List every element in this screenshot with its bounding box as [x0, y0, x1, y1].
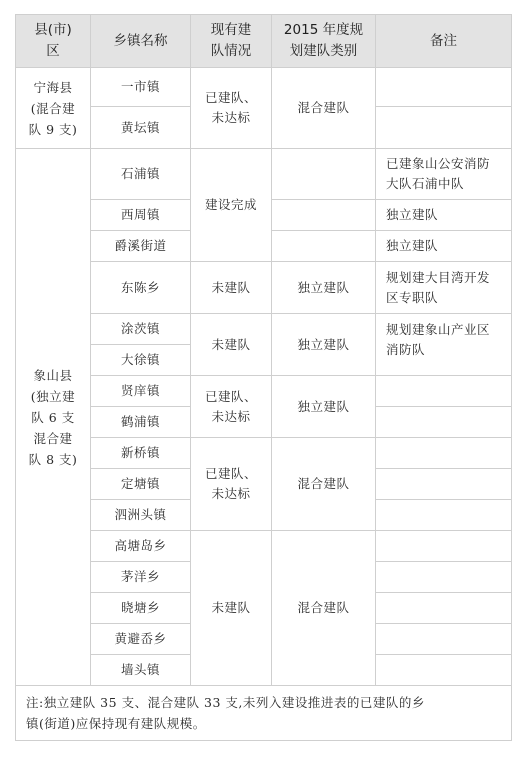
table-row — [16, 376, 512, 407]
note-cell: 独立建队 — [376, 231, 512, 262]
note-cell — [376, 655, 512, 686]
note-cell — [376, 68, 512, 107]
plan-cell: 混合建队 — [272, 438, 376, 531]
town-cell: 石浦镇 — [91, 149, 191, 200]
town-cell: 黄坛镇 — [91, 107, 191, 149]
town-cell: 泗洲头镇 — [91, 500, 191, 531]
plan-cell: 独立建队 — [272, 262, 376, 314]
table-row — [16, 149, 512, 200]
plan-cell: 独立建队 — [272, 376, 376, 438]
footnote-row — [16, 686, 512, 741]
town-cell: 一市镇 — [91, 68, 191, 107]
town-cell: 鹤浦镇 — [91, 407, 191, 438]
note-cell: 规划建大目湾开发 区专职队 — [376, 262, 512, 314]
status-cell: 未建队 — [191, 314, 272, 376]
plan-cell — [272, 200, 376, 231]
table-row — [16, 314, 512, 345]
town-cell: 新桥镇 — [91, 438, 191, 469]
town-cell: 西周镇 — [91, 200, 191, 231]
note-cell: 独立建队 — [376, 200, 512, 231]
town-cell: 高塘岛乡 — [91, 531, 191, 562]
town-cell: 贤庠镇 — [91, 376, 191, 407]
county-ninghai: 宁海县 (混合建 队 9 支) — [16, 68, 91, 149]
plan-cell — [272, 231, 376, 262]
town-cell: 爵溪街道 — [91, 231, 191, 262]
table-row — [16, 438, 512, 469]
note-cell: 已建象山公安消防 大队石浦中队 — [376, 149, 512, 200]
town-cell: 茅洋乡 — [91, 562, 191, 593]
note-cell — [376, 376, 512, 407]
table-row — [16, 68, 512, 107]
planning-table-container — [15, 14, 511, 741]
note-cell — [376, 500, 512, 531]
note-cell — [376, 107, 512, 149]
note-cell — [376, 562, 512, 593]
town-cell: 东陈乡 — [91, 262, 191, 314]
header-row — [16, 15, 512, 68]
status-cell: 已建队、 未达标 — [191, 376, 272, 438]
note-cell — [376, 438, 512, 469]
town-cell: 晓塘乡 — [91, 593, 191, 624]
note-cell — [376, 531, 512, 562]
county-xiangshan: 象山县 (独立建 队 6 支 混合建 队 8 支) — [16, 149, 91, 686]
status-cell: 已建队、 未达标 — [191, 68, 272, 149]
town-cell: 定塘镇 — [91, 469, 191, 500]
status-cell: 建设完成 — [191, 149, 272, 262]
header-status: 现有建 队情况 — [191, 15, 272, 68]
town-cell: 墙头镇 — [91, 655, 191, 686]
note-cell — [376, 469, 512, 500]
plan-cell: 混合建队 — [272, 68, 376, 149]
footnote: 注:独立建队 35 支、混合建队 33 支,未列入建设推进表的已建队的乡 镇(街道)应保持现有建队规模。 — [16, 686, 512, 741]
status-cell: 已建队、 未达标 — [191, 438, 272, 531]
table-row — [16, 531, 512, 562]
header-plan: 2015 年度规 划建队类别 — [272, 15, 376, 68]
note-cell — [376, 407, 512, 438]
plan-cell: 独立建队 — [272, 314, 376, 376]
note-cell — [376, 624, 512, 655]
header-town: 乡镇名称 — [91, 15, 191, 68]
note-cell — [376, 593, 512, 624]
fire-brigade-planning-table — [15, 14, 512, 741]
plan-cell — [272, 149, 376, 200]
plan-cell: 混合建队 — [272, 531, 376, 686]
header-county: 县(市) 区 — [16, 15, 91, 68]
town-cell: 大徐镇 — [91, 345, 191, 376]
town-cell: 涂茨镇 — [91, 314, 191, 345]
table-row — [16, 262, 512, 314]
header-note: 备注 — [376, 15, 512, 68]
town-cell: 黄避岙乡 — [91, 624, 191, 655]
status-cell: 未建队 — [191, 262, 272, 314]
note-cell: 规划建象山产业区 消防队 — [376, 314, 512, 376]
status-cell: 未建队 — [191, 531, 272, 686]
